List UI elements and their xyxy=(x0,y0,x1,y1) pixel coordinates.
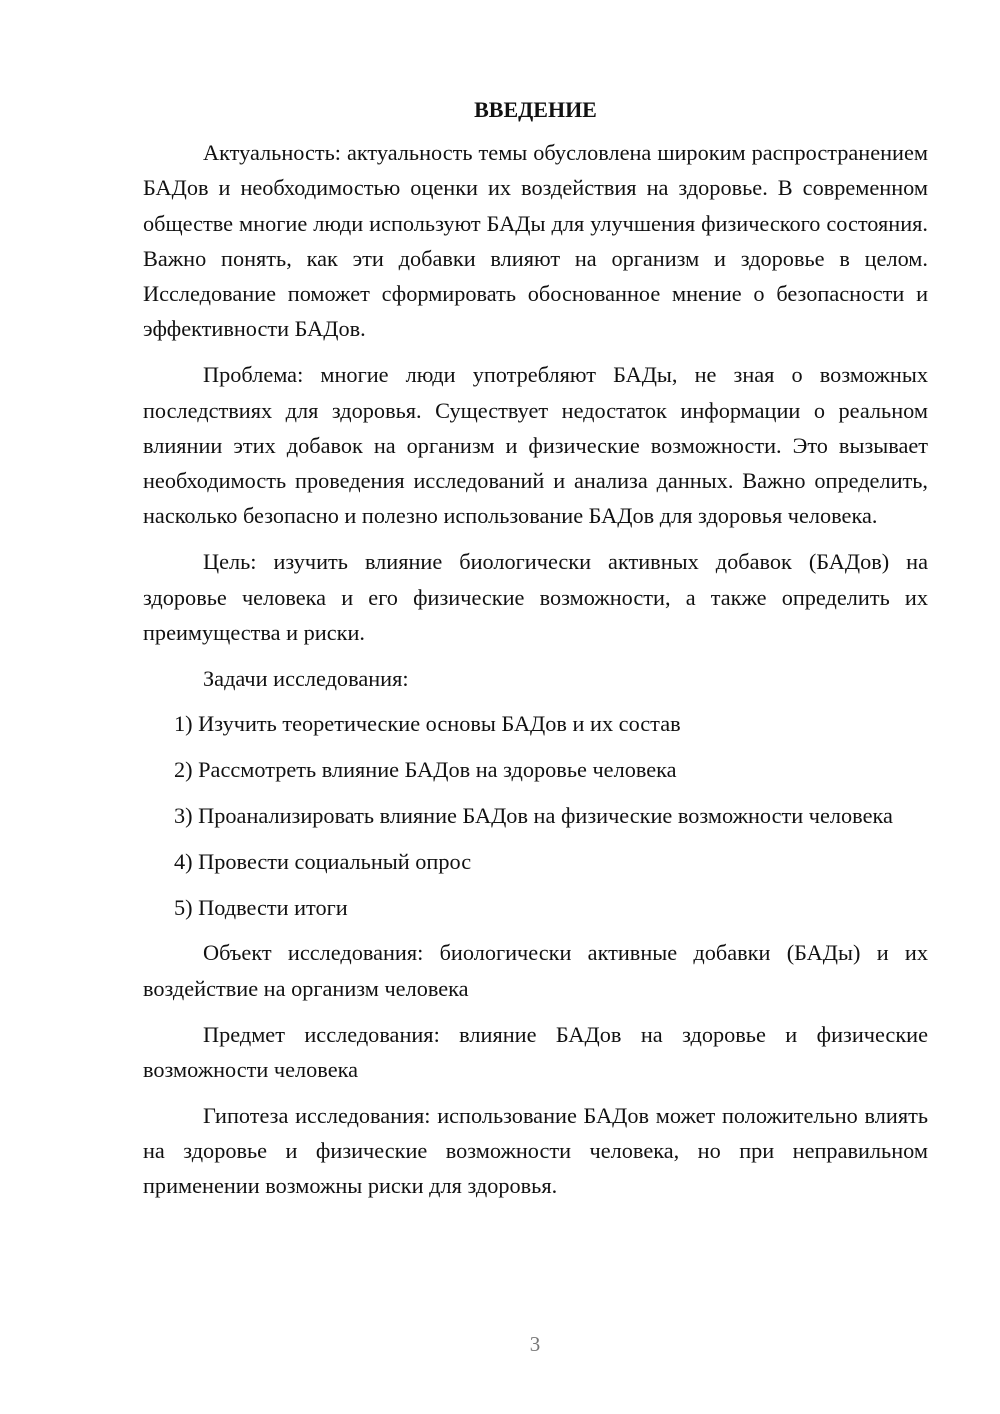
document-page xyxy=(143,92,928,1214)
hypothesis-paragraph: Гипотеза исследования: использование БАДов может положительно влиять на здоровье и физические возможности человека, но при неправильном применении возможны риски для здоровья. xyxy=(143,1102,928,1199)
page-number: 3 xyxy=(529,1332,541,1356)
task-item: 3) Проанализировать влияние БАДов на физические возможности человека xyxy=(174,803,893,829)
section-title: ВВЕДЕНИЕ xyxy=(474,97,597,122)
goal-paragraph: Цель: изучить влияние биологически активных добавок (БАДов) на здоровье человека и его физические возможности, а также определить их преимущества и риски. xyxy=(143,549,928,645)
task-item: 5) Подвести итоги xyxy=(174,894,348,920)
task-item: 2) Рассмотреть влияние БАДов на здоровье человека xyxy=(174,757,677,783)
tasks-heading: Задачи исследования: xyxy=(203,665,409,691)
task-item: 1) Изучить теоретические основы БАДов и их состав xyxy=(174,711,681,737)
task-item: 4) Провести социальный опрос xyxy=(174,848,472,874)
subject-paragraph: Предмет исследования: влияние БАДов на здоровье и физические возможности человека xyxy=(143,1021,928,1082)
object-paragraph: Объект исследования: биологически активные добавки (БАДы) и их воздействие на организм человека xyxy=(143,940,928,1001)
relevance-paragraph: Актуальность: актуальность темы обусловлена широким распространением БАДов и необходимостью оценки их воздействия на здоровье. В современном обществе многие люди используют БАДы для улучшения физического состояния. Важно понять, как эти добавки влияют на организм и здоровье в целом. Исследование поможет сформировать обоснованное мнение о безопасности и эффективности БАДов. xyxy=(143,140,928,342)
problem-paragraph: Проблема: многие люди употребляют БАДы, не зная о возможных последствиях для здоровья. Существует недостаток информации о реальном влиянии этих добавок на организм и физические возможности. Это вызывает необходимость проведения исследований и анализа данных. Важно определить, насколько безопасно и полезно использование БАДов для здоровья человека. xyxy=(143,362,928,529)
